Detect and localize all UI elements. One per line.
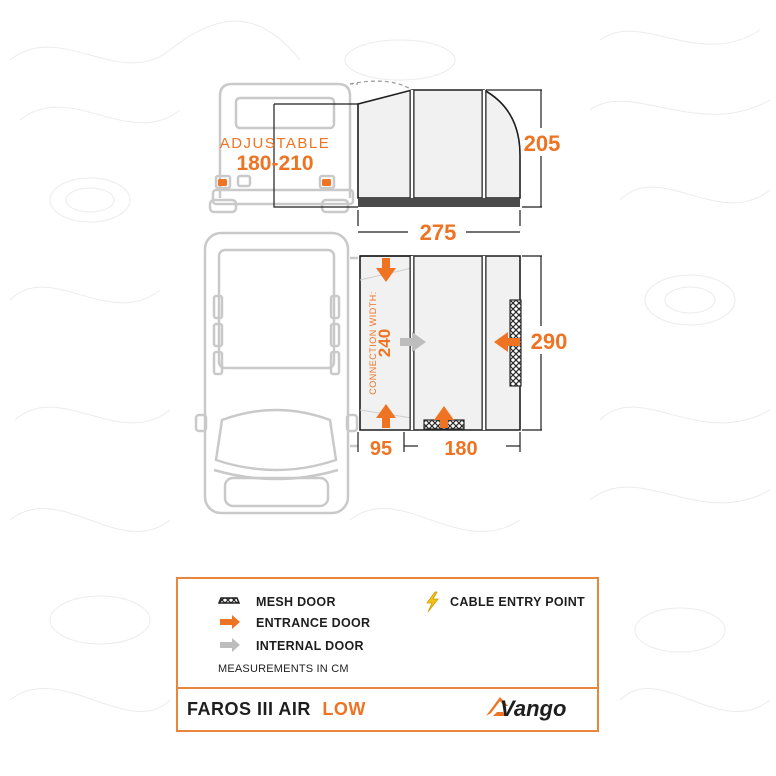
mesh-door-icon [219,598,239,603]
top-view [196,233,567,513]
legend-entrance-door-label: ENTRANCE DOOR [256,616,371,630]
product-variant: LOW [322,699,366,719]
legend-panel [177,578,598,731]
connection-label: CONNECTION WIDTH: [368,291,378,395]
brand-name: Vango [500,696,567,721]
adjustable-range: 180-210 [236,152,314,175]
legend-cable-entry-label: CABLE ENTRY POINT [450,595,585,609]
product-name [187,699,366,719]
length-value: 275 [419,220,457,245]
legend-mesh-door-label: MESH DOOR [256,595,336,609]
depth-value: 290 [530,329,568,354]
door-right-width: 180 [444,438,478,460]
measurements-note: MEASUREMENTS IN CM [218,663,349,675]
height-value: 205 [523,131,561,156]
vehicle-top-view [196,233,358,513]
awning-dash-guide [350,81,412,90]
adjustable-label: ADJUSTABLE [219,135,331,152]
rear-view [210,81,560,245]
product-model: FAROS III AIR [187,699,311,719]
legend-internal-door-label: INTERNAL DOOR [256,639,364,653]
door-left-width: 95 [369,438,393,460]
connection-value: 240 [375,328,394,358]
awning-side-profile [358,90,520,207]
